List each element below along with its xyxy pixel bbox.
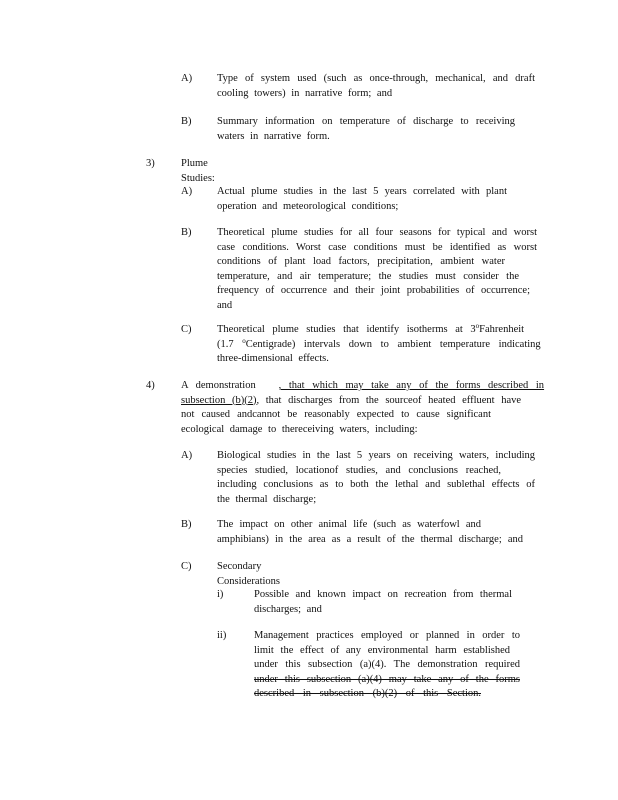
struck-text-line: under this subsection (a)(4) may take any of the forms (254, 673, 520, 685)
item-heading: Secondary Considerations (217, 561, 280, 587)
text-line: The impact on other animal life (such as waterfowl and (217, 519, 481, 530)
text-line: under this subsection (a)(4). The demonstration required (254, 659, 520, 671)
text-line: cooling towers) in narrative form; and (217, 87, 393, 99)
inserted-text: , that which may take any of the forms described in (278, 380, 545, 391)
struck-text-line: described in subsection (b)(2) of this Section. (254, 688, 481, 700)
degree-mark: o (242, 336, 246, 345)
text-line: Theoretical plume studies that identify isotherms at 3$^o$Fahrenheit (217, 322, 525, 335)
text-line: Management practices employed or planned in order to (254, 630, 520, 641)
item-label: B) (181, 519, 192, 530)
text-line: species studied, locationof studies, and conclusions reached, (217, 464, 501, 476)
text-line: and (217, 299, 233, 311)
text-line: case conditions. Worst case conditions must be identified as worst (217, 241, 537, 253)
section-label: 4) (146, 380, 155, 391)
text-line: three-dimensional effects. (217, 353, 329, 365)
item-label: B) (181, 227, 192, 238)
degree-mark: o (475, 322, 480, 330)
item-label: B) (181, 116, 192, 127)
subitem-label: ii) (217, 630, 227, 641)
text-line: temperature, and air temperature; the studies must consider the (217, 270, 519, 282)
section-heading: Plume Studies: (181, 158, 215, 184)
text-line: A demonstration , that which may take any of the forms described in (181, 380, 545, 391)
text-line: limit the effect of any environmental harm established (254, 644, 510, 656)
item-label: A) (181, 186, 193, 197)
text-line: operation and meteorological conditions; (217, 200, 399, 212)
item-label: C) (181, 324, 192, 335)
text-line: discharges; and (254, 603, 322, 615)
text-line: Actual plume studies in the last 5 years correlated with plant (217, 186, 507, 197)
text-line: Summary information on temperature of discharge to receiving (217, 116, 515, 127)
item-label: A) (181, 73, 193, 84)
text-line: ecological damage to thereceiving waters, including: (181, 423, 418, 435)
text-line: including conclusions as to both the lethal and sublethal effects of (217, 479, 535, 491)
subitem-label: i) (217, 589, 224, 600)
text-line: not caused andcannot be reasonably expected to cause significant (181, 409, 491, 421)
text-line: the thermal discharge; (217, 493, 317, 505)
text-line: Possible and known impact on recreation from thermal (254, 589, 512, 600)
text-line: waters in narrative form. (217, 130, 330, 142)
text-line: subsection (b)(2), that discharges from the sourceof heated effluent have (181, 394, 522, 406)
text-line: conditions of plant load factors, precipitation, ambient water (217, 256, 505, 268)
text-line: Biological studies in the last 5 years on receiving waters, including (217, 450, 535, 461)
item-label: A) (181, 450, 193, 461)
text-line: amphibians) in the area as a result of the thermal discharge; and (217, 533, 523, 545)
section-label: 3) (146, 158, 155, 169)
text-line: frequency of occurrence and their joint probabilities of occurrence; (217, 285, 530, 297)
text-line: (1.7 $^o$Centigrade) intervals down to ambient temperature indicating (217, 336, 541, 350)
inserted-text: subsection (b)(2) (181, 394, 257, 406)
text-line: Type of system used (such as once-through, mechanical, and draft (217, 73, 535, 84)
text-line: Theoretical plume studies for all four seasons for typical and worst (217, 227, 537, 238)
item-label: C) (181, 561, 192, 572)
